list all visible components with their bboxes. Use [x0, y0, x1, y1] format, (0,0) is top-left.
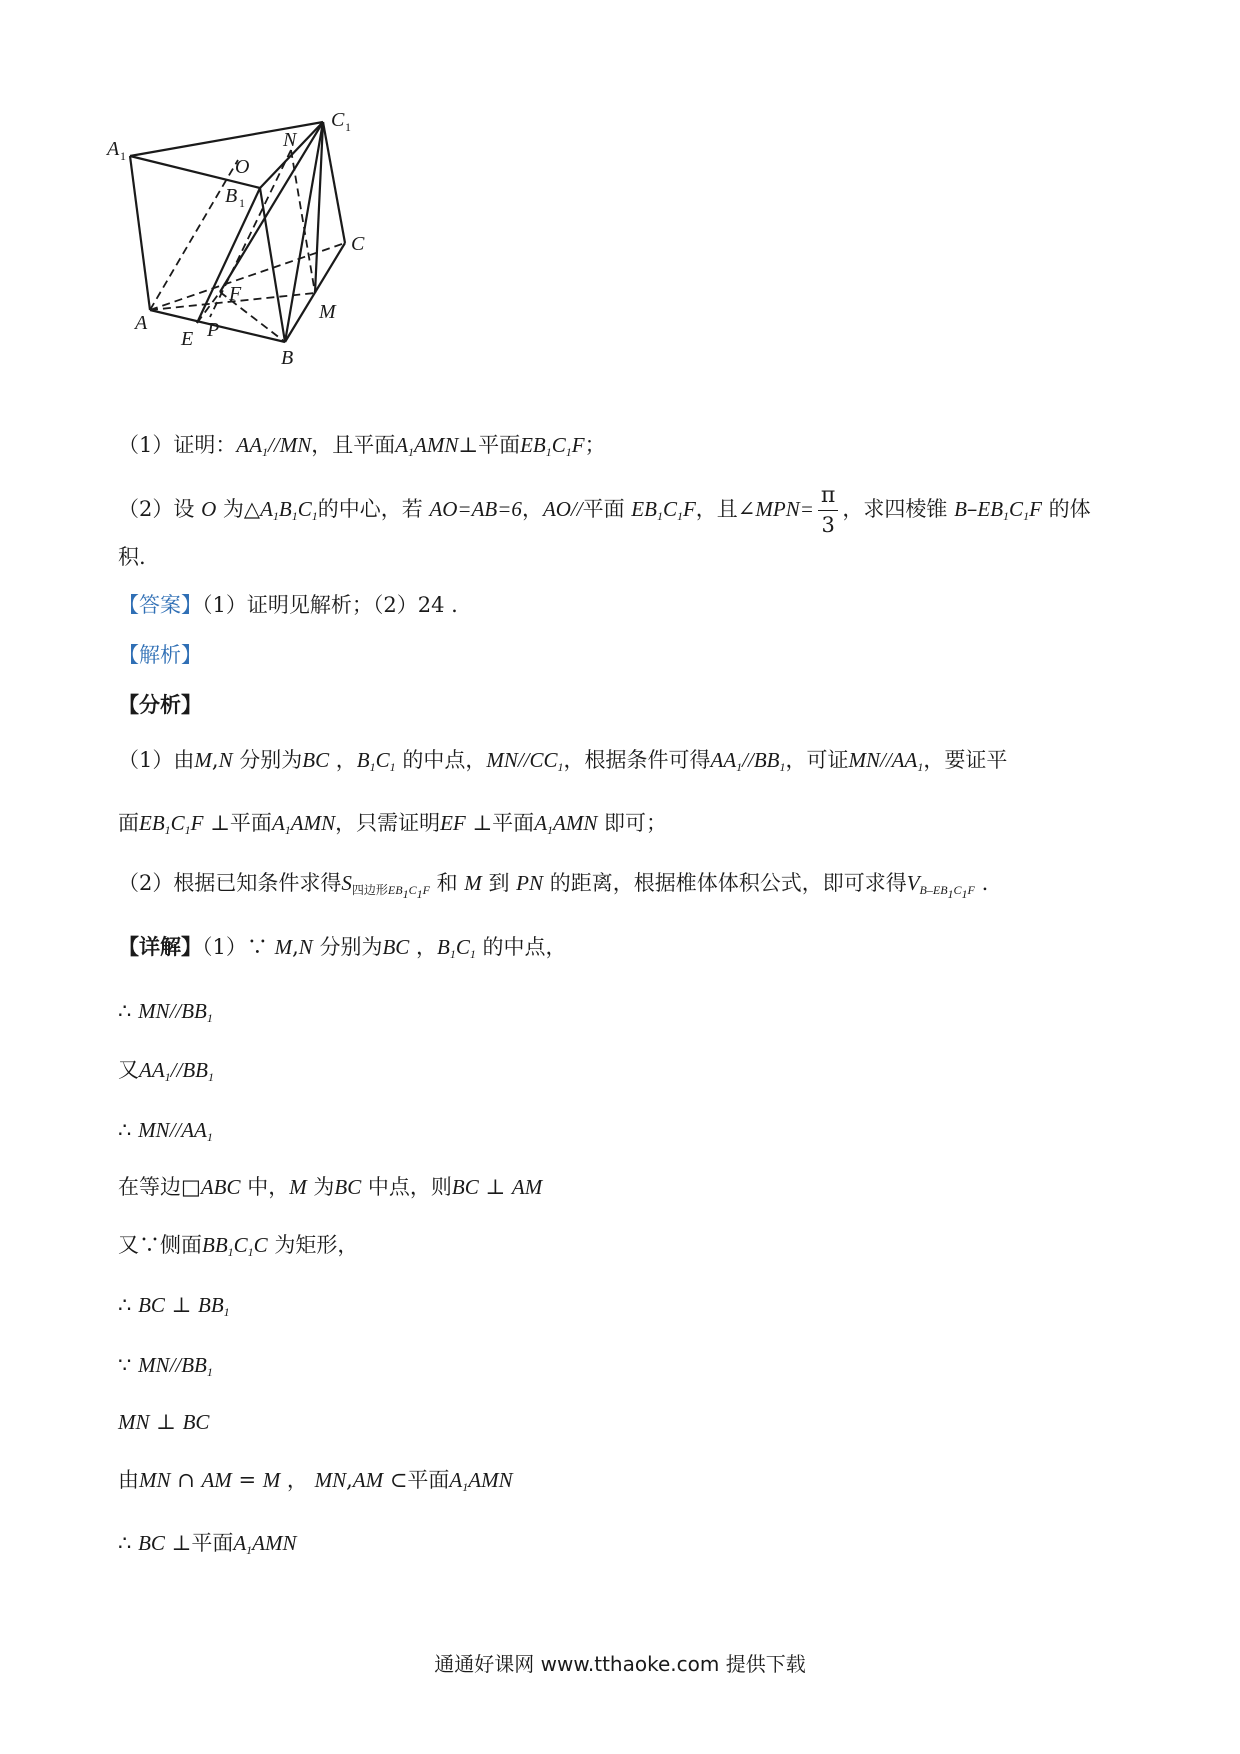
footer-credit: 通通好课网 www.tthaoke.com 提供下载 [434, 1652, 806, 1676]
label-a1: A [107, 138, 120, 160]
label-o: O [235, 156, 250, 178]
edge-n-m [291, 150, 315, 293]
label-f: F [229, 283, 242, 305]
label-b: B [281, 347, 294, 369]
question-part2-cont: 积. [118, 545, 146, 569]
edge-a-o [150, 160, 238, 310]
label-m: M [319, 301, 336, 323]
edge-c1-c [323, 122, 345, 243]
detail-step-intersection: 由MN ∩ AM = M ， MN,AM ⊂平面$A_1AMN$ [118, 1468, 513, 1494]
question-part1: （1）证明：$AA_1//MN$，且平面$A_1AMN\perp$平面$EB_1C_1F$； [118, 433, 606, 459]
svg-text:1: 1 [120, 149, 126, 163]
detail-step-mn-aa1: ∴ $MN//AA_1$ [118, 1118, 213, 1144]
label-n: N [283, 129, 297, 151]
fenxi-line2: 面$EB_1C_1F$ ⊥平面$A_1AMN$，只需证明EF ⊥平面$A_1AMN$ 即可； [118, 811, 668, 837]
detail-step-since-mn-bb1: ∵ $MN//BB_1$ [118, 1353, 213, 1379]
detail-line1: 【详解】（1）∵ M,N 分别为BC ，$B_1C_1$ 的中点， [118, 935, 567, 961]
analysis-tag-line [118, 640, 202, 670]
detail-step-aa1-bb1: 又$AA_1//BB_1$ [118, 1058, 214, 1084]
label-b1: B [225, 185, 238, 207]
analysis-tag: 【解析】 [118, 643, 202, 667]
label-p: P [207, 319, 220, 341]
detail-tag: 【详解】 [118, 935, 202, 959]
question-part2: （2）设 O 为$\triangle A_1B_1C_1$的中心，若 AO=AB=6，AO//平面 $EB_1C_1F$，且∠MPN= $\frac{\pi}{3}$ ，求四棱锥 $B-EB_1C_1F$ 的体 [118, 483, 1091, 537]
svg-text:1: 1 [345, 120, 351, 134]
detail-step-bc-perp-bb1: ∴ BC ⊥ $BB_1$ [118, 1293, 230, 1319]
fenxi-tag: 【分析】 [118, 693, 202, 717]
fenxi-line3: （2）根据已知条件求得$S_{四边形EB_1C_1F}$ 和 M 到 PN 的距离，根据椎体体积公式，即可求得$V_{B-EB_1C_1F}$ . [118, 871, 989, 901]
edge-a1-a [130, 156, 150, 310]
svg-text:1: 1 [239, 196, 245, 210]
pi-over-3: $\frac{\pi}{3}$ [818, 482, 838, 539]
detail-step-rectangle: 又∵侧面$BB_1C_1C$ 为矩形， [118, 1233, 359, 1259]
detail-step-equilateral: 在等边□ABC 中，M 为BC 中点，则BC ⊥ AM [118, 1175, 543, 1199]
label-a: A [135, 312, 148, 334]
label-c1: C [331, 110, 345, 131]
answer-tag: 【答案】 [118, 593, 202, 617]
answer-line: 【答案】（1）证明见解析；（2）24 . [118, 593, 458, 617]
edge-b1-b [260, 188, 285, 342]
detail-step-mn-perp-bc: MN ⊥ BC [118, 1410, 210, 1434]
fenxi-line1: （1）由M,N 分别为BC ，$B_1C_1$ 的中点，$MN//CC_1$，根据条件可得$AA_1//BB_1$，可证$MN//AA_1$，要证平 [118, 748, 1008, 774]
edge-n-p [210, 150, 291, 317]
detail-step-conclusion: ∴ BC ⊥平面$A_1AMN$ [118, 1531, 297, 1557]
label-e: E [181, 328, 194, 350]
detail-step-mn-bb1: ∴ $MN//BB_1$ [118, 999, 213, 1025]
prism-figure [105, 110, 425, 410]
label-c: C [351, 233, 365, 255]
